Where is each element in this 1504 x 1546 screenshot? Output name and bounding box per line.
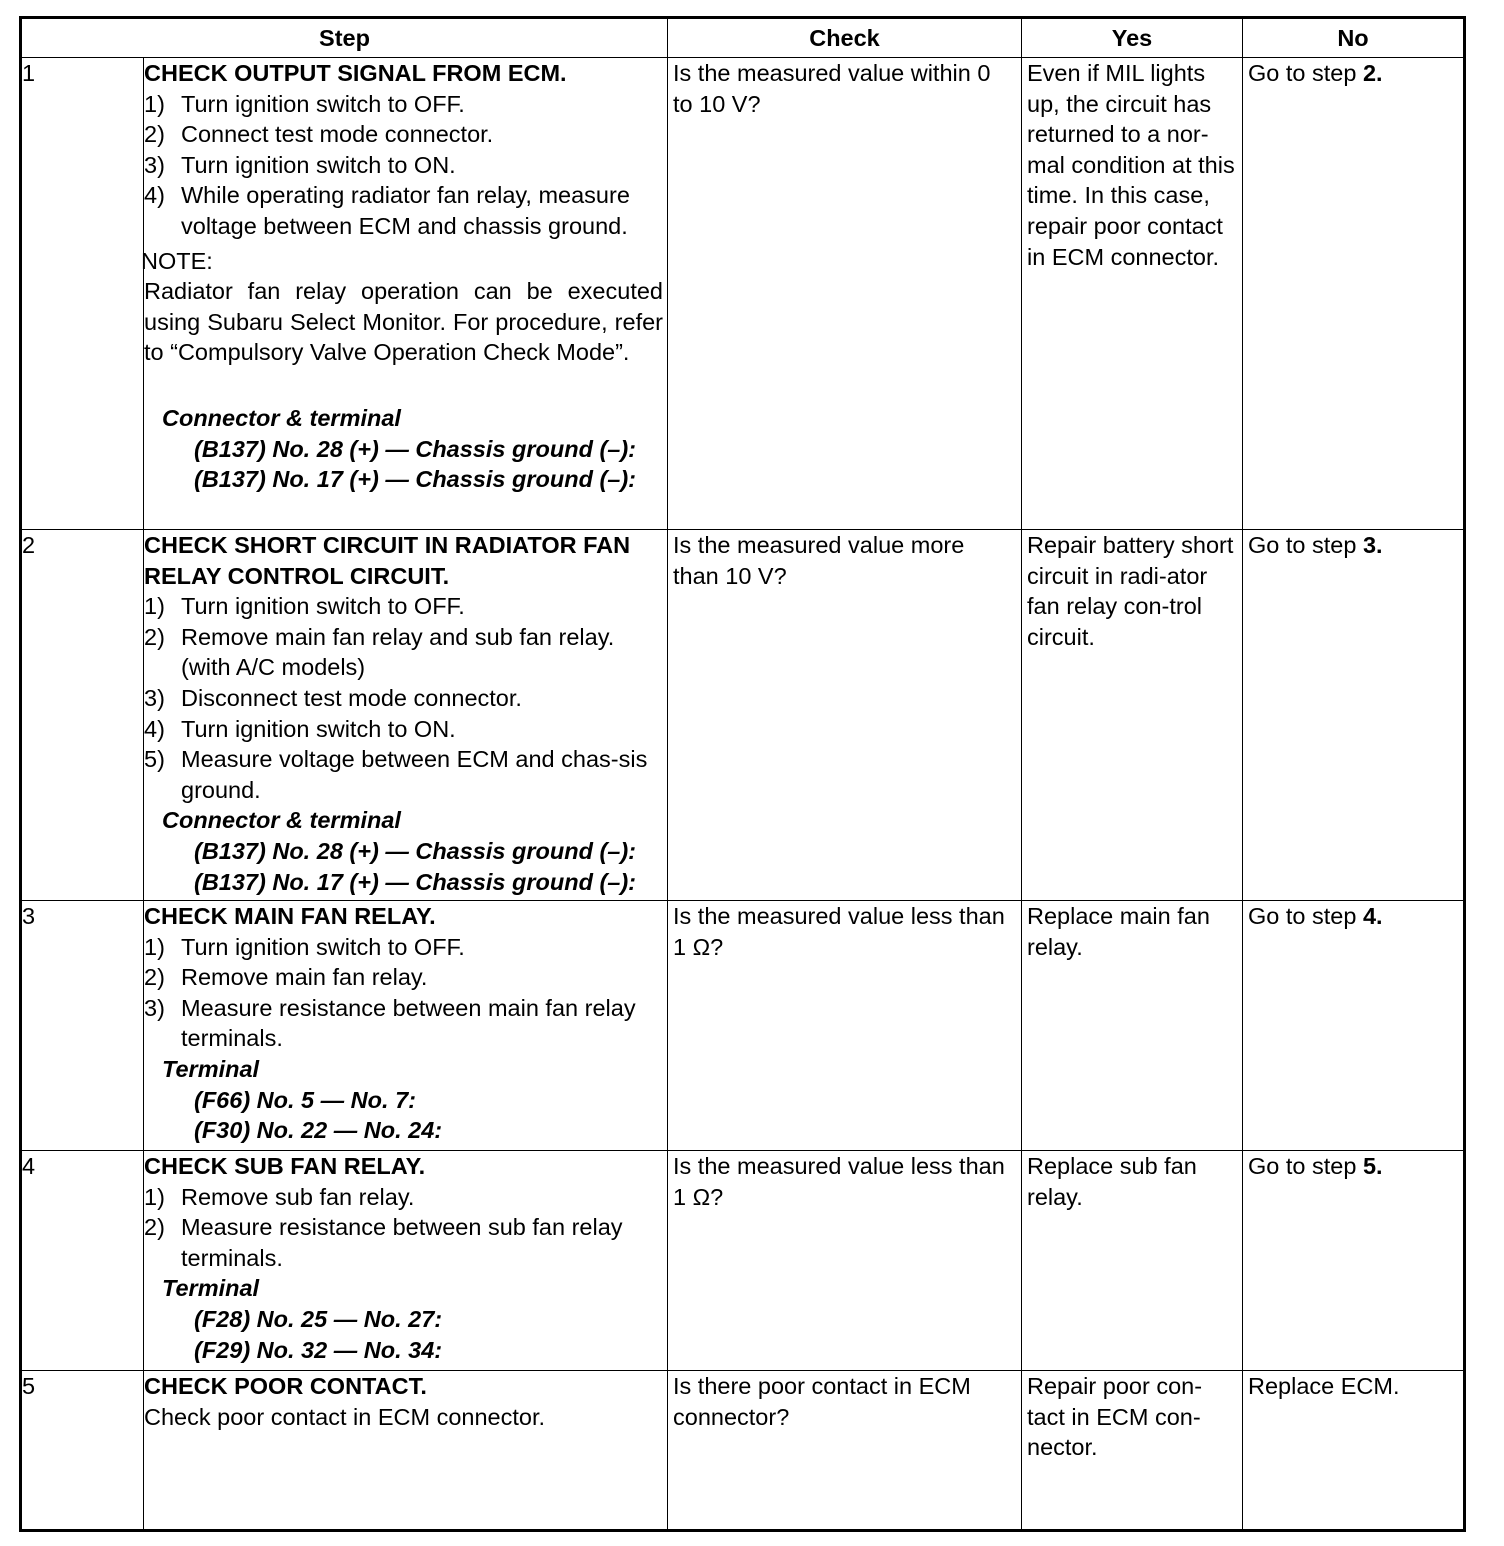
- item-number: 1): [144, 1183, 165, 1210]
- step-list: [144, 591, 663, 805]
- item-text: While operating radiator fan relay, measure voltage between ECM and chassis ground.: [181, 182, 630, 239]
- step-list: [144, 1182, 663, 1274]
- list-item: [144, 714, 663, 745]
- list-item: [144, 993, 663, 1054]
- item-number: 2): [144, 1214, 165, 1241]
- check-cell: [668, 901, 1022, 1151]
- header-no: No: [1243, 18, 1465, 58]
- connector-title: Connector & terminal: [162, 807, 401, 834]
- list-item: [144, 622, 663, 683]
- list-item: [144, 591, 663, 622]
- no-prefix: Go to step: [1248, 532, 1363, 558]
- step-list: [144, 89, 663, 242]
- check-text: Is the measured value less than 1 Ω?: [673, 903, 1005, 960]
- item-number: 1): [144, 933, 165, 960]
- item-text: Connect test mode connector.: [181, 121, 494, 148]
- no-text: Replace ECM.: [1248, 1373, 1400, 1399]
- header-step: Step: [21, 18, 668, 58]
- check-cell: [668, 530, 1022, 901]
- no-step-link: 4.: [1362, 903, 1383, 929]
- table-row: [21, 901, 1465, 1151]
- item-text: Measure resistance between sub fan relay terminals.: [181, 1214, 623, 1271]
- table-row: [21, 1371, 1465, 1531]
- yes-text: Replace main fan relay.: [1027, 903, 1210, 960]
- no-text: [1243, 901, 1463, 932]
- yes-text: Repair poor con-tact in ECM con-nector.: [1027, 1373, 1203, 1461]
- check-text: Is the measured value more than 10 V?: [673, 532, 965, 589]
- no-prefix: Go to step: [1248, 1153, 1363, 1179]
- list-item: [144, 683, 663, 714]
- item-number: 5): [144, 746, 165, 773]
- no-text: [1243, 1151, 1463, 1182]
- item-number: 3): [144, 684, 165, 711]
- item-number: 4): [144, 715, 165, 742]
- list-item: [144, 119, 663, 150]
- item-text: Measure resistance between main fan relay terminals.: [181, 994, 636, 1052]
- step-plain-text: Check poor contact in ECM connector.: [144, 1403, 546, 1430]
- item-number: 1): [144, 593, 165, 620]
- check-cell: [668, 58, 1022, 530]
- step-title: CHECK OUTPUT SIGNAL FROM ECM.: [144, 60, 567, 86]
- item-number: 2): [144, 623, 165, 650]
- step-number: 4: [21, 1151, 144, 1371]
- list-item: [144, 89, 663, 120]
- no-cell: [1243, 901, 1465, 1151]
- header-yes: Yes: [1022, 18, 1243, 58]
- no-cell: [1243, 530, 1465, 901]
- diagnostic-table: [19, 16, 1466, 1532]
- terminal-item: (F66) No. 5 — No. 7:: [194, 1086, 416, 1113]
- yes-cell: [1022, 58, 1243, 530]
- step-title: CHECK POOR CONTACT.: [144, 1373, 427, 1399]
- list-item: [144, 1182, 663, 1213]
- terminal-item: (F28) No. 25 — No. 27:: [194, 1305, 443, 1332]
- item-text: Remove main fan relay.: [181, 964, 428, 991]
- item-text: Turn ignition switch to OFF.: [181, 90, 465, 117]
- check-text: Is the measured value within 0 to 10 V?: [673, 60, 991, 117]
- step-description: [144, 1371, 668, 1531]
- item-text: Turn ignition switch to ON.: [181, 151, 456, 178]
- list-item: [144, 744, 663, 805]
- header-row: [21, 18, 1465, 58]
- step-description: [144, 1151, 668, 1371]
- connector-item: (B137) No. 17 (+) — Chassis ground (–):: [194, 868, 637, 895]
- step-title: CHECK SUB FAN RELAY.: [144, 1153, 426, 1179]
- yes-text: Even if MIL lights up, the circuit has returned to a nor-mal condition at this time. In this case, repair poor contact in ECM connector.: [1027, 60, 1235, 270]
- table-row: [21, 530, 1465, 901]
- step-description: [141, 58, 668, 530]
- item-text: Turn ignition switch to OFF.: [181, 933, 465, 960]
- table-row: [21, 58, 1465, 530]
- item-text: Remove sub fan relay.: [181, 1183, 415, 1210]
- connector-title: Connector & terminal: [162, 404, 401, 431]
- item-number: 3): [144, 151, 165, 178]
- list-item: [144, 962, 663, 993]
- step-list: [144, 932, 663, 1054]
- no-prefix: Go to step: [1248, 903, 1363, 929]
- step-number: 3: [21, 901, 144, 1151]
- item-text: Measure voltage between ECM and chas-sis ground.: [181, 746, 648, 803]
- connector-item: (B137) No. 17 (+) — Chassis ground (–):: [194, 466, 637, 493]
- check-cell: [668, 1371, 1022, 1531]
- step-number: 2: [21, 530, 144, 901]
- step-number: 1: [21, 58, 144, 530]
- yes-cell: [1022, 1371, 1243, 1531]
- note-text: Radiator fan relay operation can be executed using Subaru Select Monitor. For procedure, refer to “Compulsory Valve Operation Check Mode”.: [144, 278, 663, 366]
- no-cell: [1243, 58, 1465, 530]
- no-text: [1243, 58, 1463, 89]
- yes-cell: [1022, 530, 1243, 901]
- check-cell: [668, 1151, 1022, 1371]
- item-text: Turn ignition switch to OFF.: [181, 593, 465, 620]
- check-text: Is the measured value less than 1 Ω?: [673, 1153, 1005, 1210]
- list-item: [144, 150, 663, 181]
- no-cell: [1243, 1151, 1465, 1371]
- item-number: 4): [144, 182, 165, 209]
- list-item: [144, 180, 663, 241]
- connector-item: (B137) No. 28 (+) — Chassis ground (–):: [194, 435, 637, 462]
- no-prefix: Go to step: [1248, 60, 1363, 86]
- yes-cell: [1022, 901, 1243, 1151]
- terminal-item: (F30) No. 22 — No. 24:: [194, 1117, 443, 1144]
- step-title: CHECK MAIN FAN RELAY.: [144, 903, 436, 929]
- spacer: [144, 368, 663, 403]
- terminal-title: Terminal: [162, 1275, 260, 1302]
- terminal-item: (F29) No. 32 — No. 34:: [194, 1336, 443, 1363]
- no-step-link: 3.: [1362, 532, 1383, 558]
- no-cell: [1243, 1371, 1465, 1531]
- item-number: 2): [144, 964, 165, 991]
- header-check: Check: [668, 18, 1022, 58]
- step-number: 5: [21, 1371, 144, 1531]
- check-text: Is there poor contact in ECM connector?: [673, 1373, 971, 1430]
- no-step-link: 5.: [1362, 1153, 1383, 1179]
- table-row: [21, 1151, 1465, 1371]
- step-title: CHECK SHORT CIRCUIT IN RADIATOR FAN RELAY CONTROL CIRCUIT.: [144, 532, 631, 589]
- yes-cell: [1022, 1151, 1243, 1371]
- item-text: Turn ignition switch to ON.: [181, 715, 456, 742]
- item-text: Disconnect test mode connector.: [181, 684, 522, 711]
- no-text: [1243, 530, 1463, 561]
- list-item: [144, 932, 663, 963]
- item-number: 2): [144, 121, 165, 148]
- step-description: [144, 901, 668, 1151]
- step-description: [144, 530, 668, 901]
- terminal-title: Terminal: [162, 1055, 260, 1082]
- item-text: Remove main fan relay and sub fan relay. (with A/C models): [181, 623, 615, 681]
- list-item: [144, 1212, 663, 1273]
- yes-text: Repair battery short circuit in radi-ator fan relay con-trol circuit.: [1027, 532, 1234, 650]
- item-number: 1): [144, 90, 165, 117]
- item-number: 3): [144, 994, 165, 1021]
- no-step-link: 2.: [1362, 60, 1383, 86]
- yes-text: Replace sub fan relay.: [1027, 1153, 1197, 1210]
- connector-item: (B137) No. 28 (+) — Chassis ground (–):: [194, 837, 637, 864]
- note-label: NOTE:: [141, 247, 213, 274]
